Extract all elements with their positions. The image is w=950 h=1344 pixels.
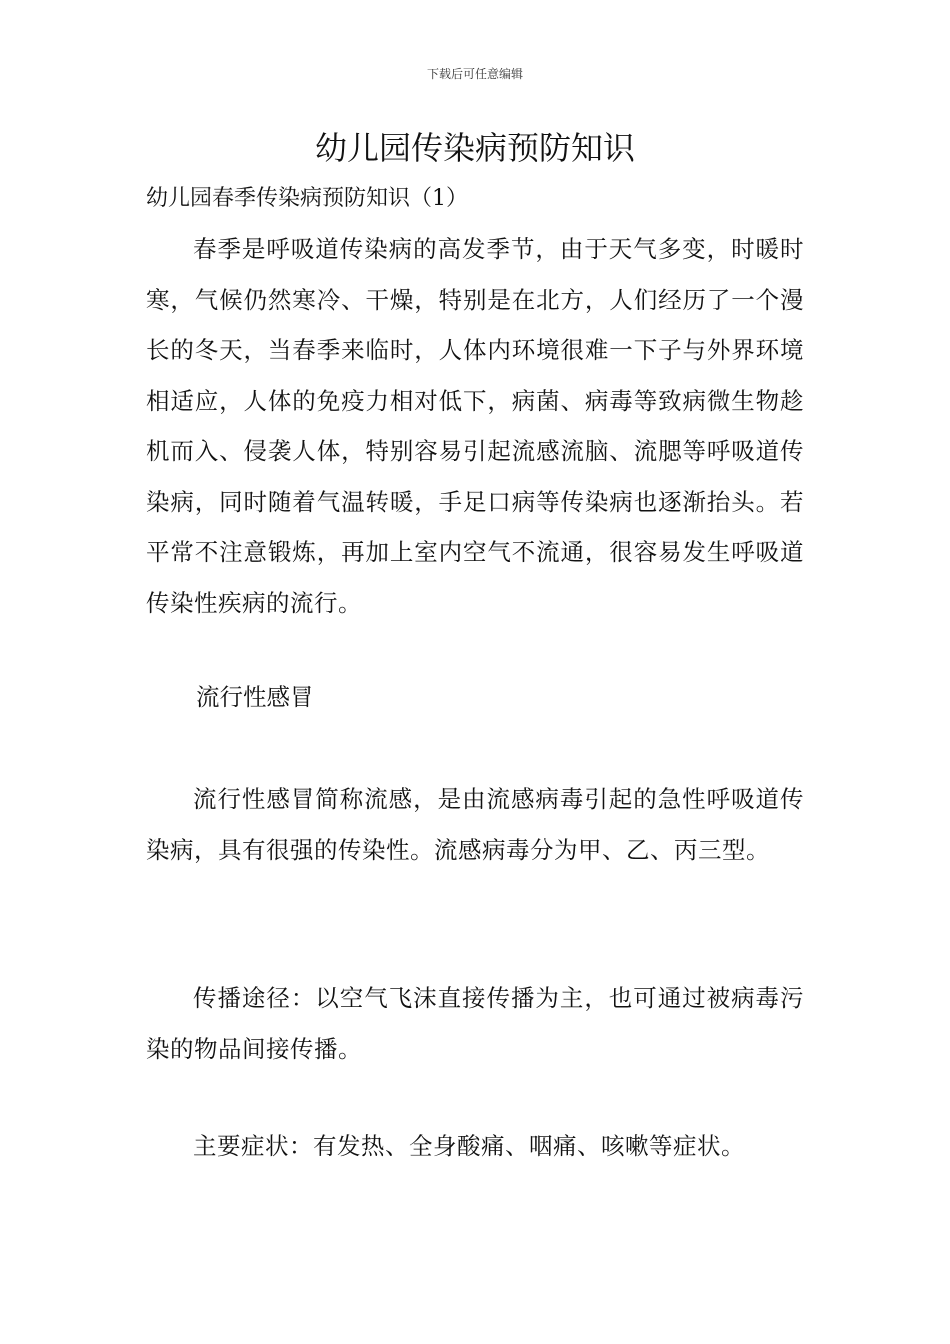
header-note: 下载后可任意编辑 bbox=[426, 67, 523, 81]
influenza-definition-paragraph: 流行性感冒简称流感，是由流感病毒引起的急性呼吸道传染病，具有很强的传染性。流感病毒分为甲、乙、丙三型。 bbox=[146, 785, 804, 864]
section-heading-influenza: 流行性感冒 bbox=[196, 683, 314, 711]
symptoms-paragraph: 主要症状：有发热、全身酸痛、咽痛、咳嗽等症状。 bbox=[193, 1132, 745, 1160]
document-title: 幼儿园传染病预防知识 bbox=[314, 129, 635, 167]
transmission-paragraph: 传播途径：以空气飞沫直接传播为主，也可通过被病毒污染的物品间接传播。 bbox=[146, 984, 804, 1063]
document-subtitle: 幼儿园春季传染病预防知识（1） bbox=[146, 186, 468, 211]
intro-paragraph: 春季是呼吸道传染病的高发季节，由于天气多变，时暖时寒，气候仍然寒冷、干燥，特别是在北方，人们经历了一个漫长的冬天，当春季来临时，人体内环境很难一下子与外界环境相适应，人体的免疫力相对低下，病菌、病毒等致病微生物趁机而入、侵袭人体，特别容易引起流感流脑、流腮等呼吸道传染病，同时随着气温转暖，手足口病等传染病也逐渐抬头。若平常不注意锻炼，再加上室内空气不流通，很容易发生呼吸道传染性疾病的流行。 bbox=[146, 235, 804, 617]
